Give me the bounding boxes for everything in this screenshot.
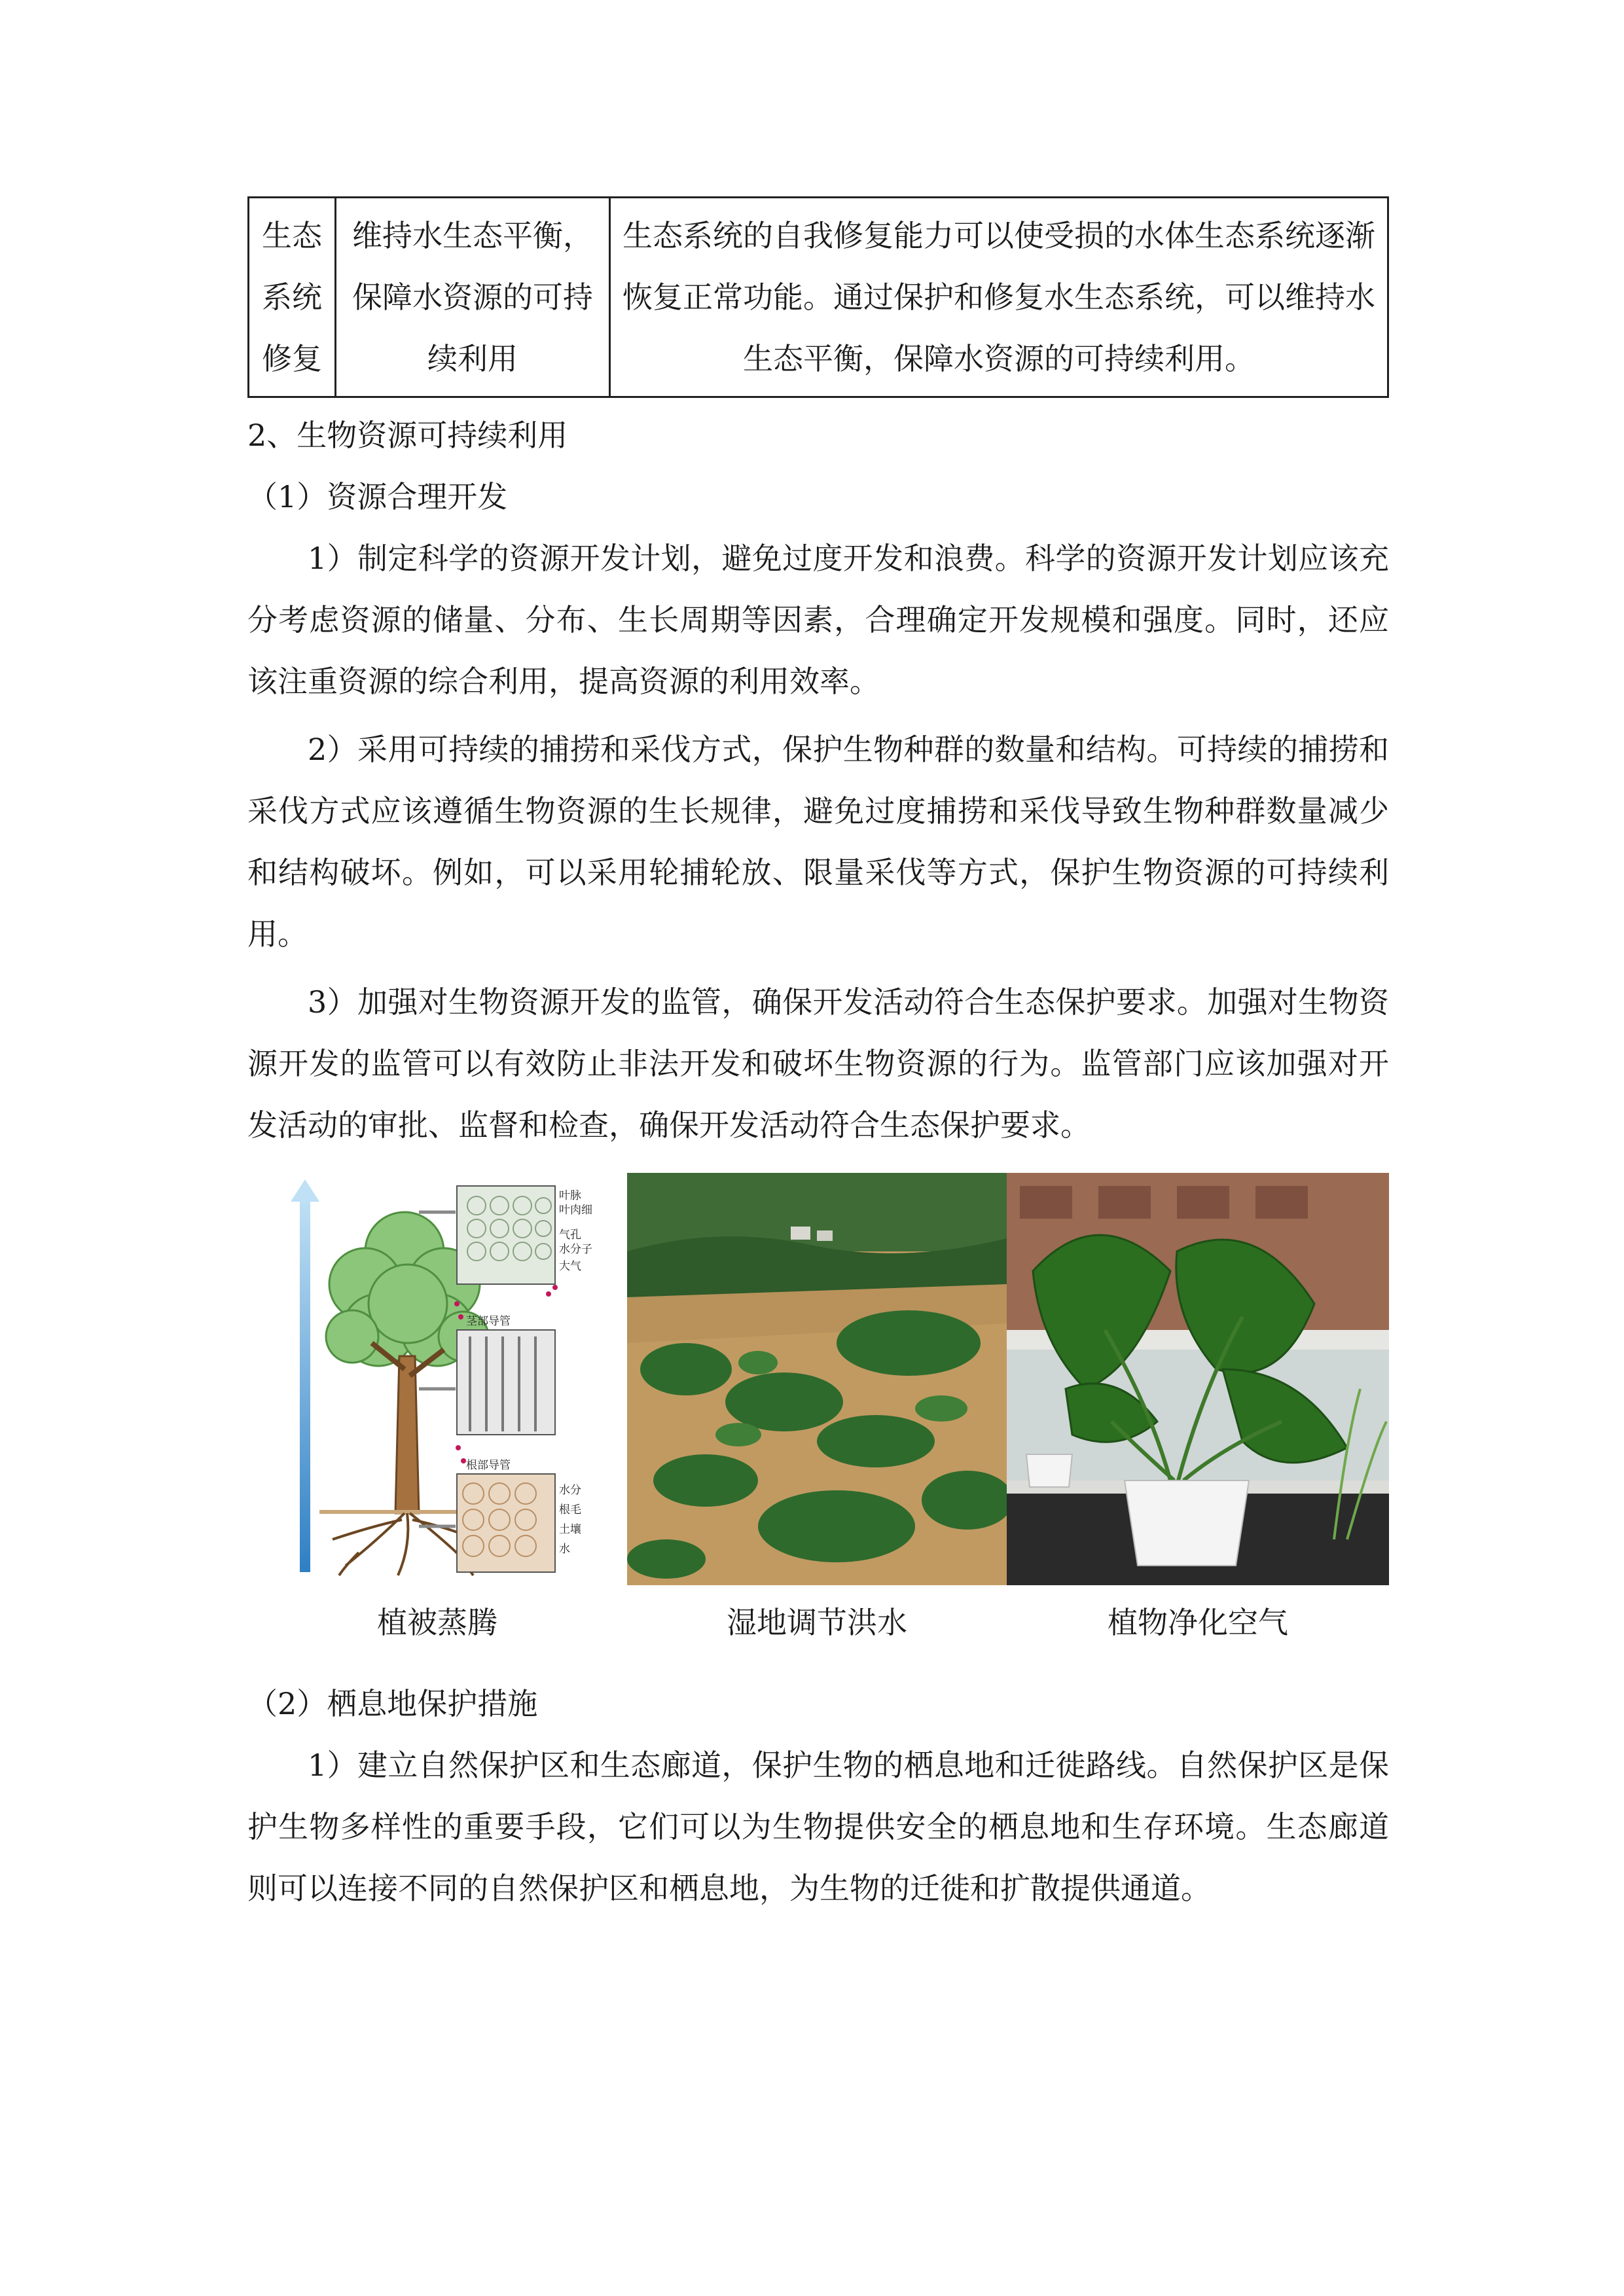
- subsection-heading: （1）资源合理开发: [247, 479, 508, 514]
- table-row: [249, 198, 1388, 397]
- label-root-vessel: 根部导管: [466, 1459, 511, 1472]
- label-leaf-vein: 叶脉: [559, 1189, 581, 1202]
- caption-transpiration: 植被蒸腾: [377, 1605, 497, 1640]
- table-cell-description: 生态系统的自我修复能力可以使受损的水体生态系统逐渐恢复正常功能。通过保护和修复水生态系统，可以维持水生态平衡，保障水资源的可持续利用。: [610, 198, 1388, 397]
- label-water: 水: [559, 1543, 570, 1556]
- caption-wetland: 湿地调节洪水: [727, 1605, 907, 1640]
- transpiration-diagram-icon: [247, 1173, 627, 1585]
- label-mesophyll: 叶肉细: [559, 1204, 592, 1217]
- label-stem-vessel: 茎部导管: [466, 1315, 511, 1328]
- figure-row: [247, 1173, 1389, 1585]
- label-soil: 土壤: [559, 1523, 581, 1536]
- paragraph: 1）建立自然保护区和生态廊道，保护生物的栖息地和迁徙路线。自然保护区是保护生物多样性的重要手段，它们可以为生物提供安全的栖息地和生存环境。生态廊道则可以连接不同的自然保护区和栖息地，为生物的迁徙和扩散提供通道。: [247, 1748, 1389, 1906]
- paragraph: 1）制定科学的资源开发计划，避免过度开发和浪费。科学的资源开发计划应该充分考虑资源的储量、分布、生长周期等因素，合理确定开发规模和强度。同时，还应该注重资源的综合利用，提高资源的利用效率。: [247, 541, 1389, 699]
- subsection-heading: （2）栖息地保护措施: [247, 1686, 538, 1721]
- label-atmosphere: 大气: [559, 1260, 581, 1273]
- indoor-plant-photo: [1007, 1173, 1389, 1585]
- caption-plant: 植物净化空气: [1108, 1605, 1288, 1640]
- wetland-flood-photo: [627, 1173, 1007, 1585]
- paragraph: 3）加强对生物资源开发的监管，确保开发活动符合生态保护要求。加强对生物资源开发的监管可以有效防止非法开发和破坏生物资源的行为。监管部门应该加强对开发活动的审批、监督和检查，确保开发活动符合生态保护要求。: [247, 984, 1389, 1143]
- label-water-molecule-2: 水分: [559, 1484, 581, 1497]
- section-heading: 2、生物资源可持续利用: [247, 418, 568, 453]
- document-page: [247, 196, 1389, 1919]
- transpiration-figure: [247, 1173, 627, 1585]
- label-water-molecule: 水分子: [559, 1243, 592, 1256]
- ecosystem-table: [247, 196, 1389, 398]
- table-cell-category: 生态系统修复: [249, 198, 336, 397]
- flood-landscape-icon: [627, 1173, 1007, 1585]
- figure-captions: [247, 1592, 1389, 1653]
- label-root-hair: 根毛: [559, 1503, 581, 1516]
- label-stoma: 气孔: [559, 1229, 581, 1242]
- paragraph: 2）采用可持续的捕捞和采伐方式，保护生物种群的数量和结构。可持续的捕捞和采伐方式应该遵循生物资源的生长规律，避免过度捕捞和采伐导致生物种群数量减少和结构破坏。例如，可以采用轮捕轮放、限量采伐等方式，保护生物资源的可持续利用。: [247, 732, 1389, 952]
- potted-plant-icon: [1007, 1173, 1389, 1585]
- table-cell-goal: 维持水生态平衡，保障水资源的可持续利用: [336, 198, 610, 397]
